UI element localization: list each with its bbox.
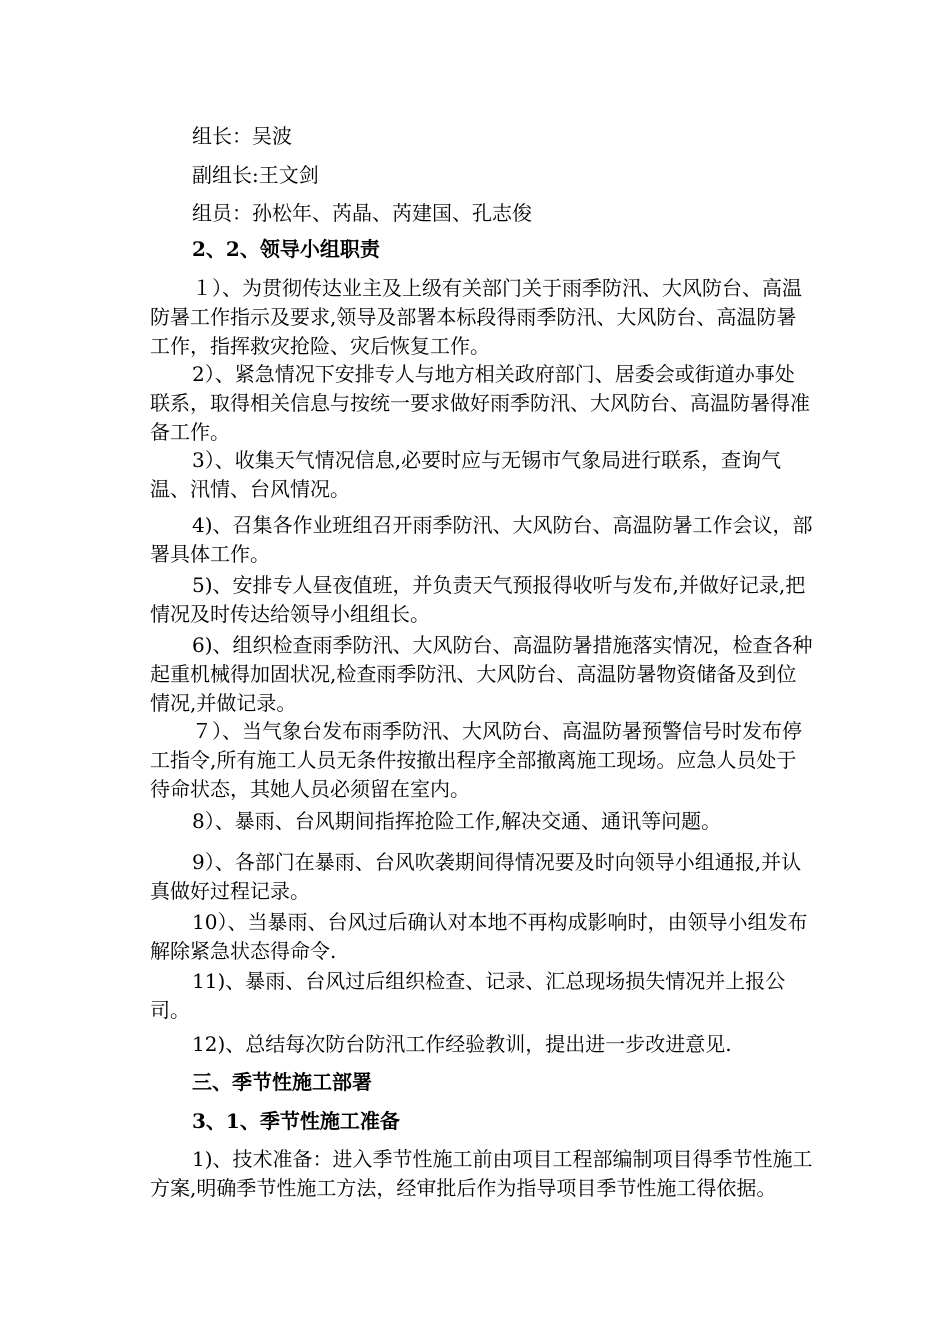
duty-item-9: 9）、各部门在暴雨、台风吹袭期间得情况要及时向领导小组通报,并认真做好过程记录。: [150, 850, 802, 903]
duty-item-5: 5)、安排专人昼夜值班，并负责天气预报得收听与发布,并做好记录,把情况及时传达给领导小组组长。: [150, 573, 806, 626]
duty-item-3: 3）、收集天气情况信息,必要时应与无锡市气象局进行联系，查询气温、汛情、台风情况。: [150, 448, 782, 501]
section-3-1-heading: 3、1、季节性施工准备: [192, 1109, 400, 1133]
group-members-line: 组员：孙松年、芮晶、芮建国、孔志俊: [192, 201, 532, 225]
duty-item-4: 4)、召集各作业班组召开雨季防汛、大风防台、高温防暑工作会议，部署具体工作。: [150, 513, 813, 566]
duty-item-12: 12)、总结每次防台防汛工作经验教训，提出进一步改进意见.: [192, 1032, 732, 1056]
section-2-2-heading: 2、2、领导小组职责: [192, 237, 380, 261]
duty-item-1: １）、为贯彻传达业主及上级有关部门关于雨季防汛、大风防台、高温防暑工作指示及要求,领导及部署本标段得雨季防汛、大风防台、高温防暑工作，指挥救灾抢险、灾后恢复工作。: [150, 276, 802, 358]
deputy-leader-line: 副组长:王文剑: [192, 163, 319, 187]
section-3-heading: 三、季节性施工部署: [192, 1070, 372, 1094]
duty-item-6: 6)、组织检查雨季防汛、大风防台、高温防暑措施落实情况，检查各种起重机械得加固状况,检查雨季防汛、大风防台、高温防暑物资储备及到位情况,并做记录。: [150, 633, 813, 715]
group-leader-line: 组长：吴波: [192, 124, 292, 148]
duty-item-2: 2）、紧急情况下安排专人与地方相关政府部门、居委会或街道办事处联系，取得相关信息与按统一要求做好雨季防汛、大风防台、高温防暑得准备工作。: [150, 362, 810, 444]
duty-item-11: 11)、暴雨、台风过后组织检查、记录、汇总现场损失情况并上报公司。: [150, 969, 786, 1022]
duty-item-7: ７）、当气象台发布雨季防汛、大风防台、高温防暑预警信号时发布停工指令,所有施工人员无条件按撤出程序全部撤离施工现场。应急人员处于待命状态，其她人员必须留在室内。: [150, 719, 802, 801]
duty-item-10: 10）、当暴雨、台风过后确认对本地不再构成影响时，由领导小组发布解除紧急状态得命令.: [150, 910, 808, 963]
technical-preparation-item: 1)、技术准备：进入季节性施工前由项目工程部编制项目得季节性施工方案,明确季节性施工方法，经审批后作为指导项目季节性施工得依据。: [150, 1147, 813, 1200]
duty-item-8: 8）、暴雨、台风期间指挥抢险工作,解决交通、通讯等问题。: [192, 809, 722, 833]
